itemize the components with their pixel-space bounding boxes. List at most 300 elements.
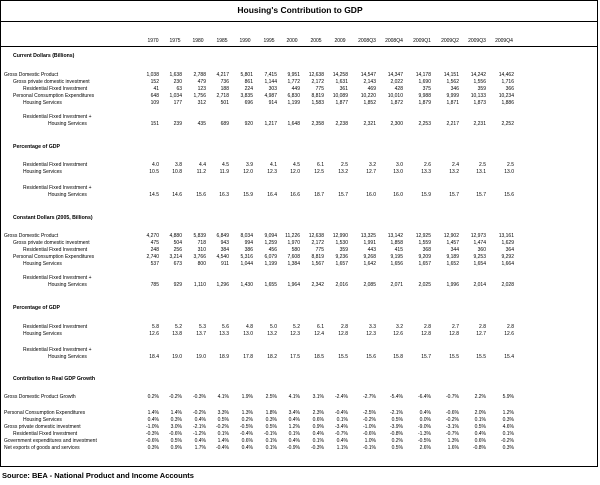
table-cell: 1,556 [473,79,486,85]
table-cell: 1,664 [501,261,514,267]
table-cell: 1,652 [446,261,459,267]
table-cell: 0.5% [265,424,277,430]
table-cell: -6.4% [417,394,431,400]
table-cell: 914 [268,100,277,106]
table-cell: 63 [176,86,182,92]
table-cell: 4,540 [216,254,229,260]
table-cell: 0.5% [217,417,229,423]
row-label-continued: Housing Services [48,354,87,360]
table-cell: 9,195 [390,254,403,260]
column-header-year: 1990 [239,38,251,44]
table-cell: 504 [173,240,182,246]
table-cell: 15.9 [243,192,253,198]
table-cell: 2.7 [452,324,459,330]
table-cell: 861 [244,79,253,85]
table-cell: 151 [150,121,159,127]
table-cell: -0.7% [445,431,459,437]
table-cell: 359 [477,86,486,92]
table-cell: 152 [150,79,159,85]
table-cell: 1,690 [418,79,431,85]
table-cell: 435 [197,121,206,127]
table-cell: 9,988 [418,93,431,99]
table-cell: 2,252 [501,121,514,127]
table-cell: 2,172 [311,79,324,85]
table-cell: 1,259 [264,240,277,246]
table-cell: -2.4% [334,394,348,400]
table-cell: 10,234 [498,93,514,99]
table-cell: 12,925 [415,233,431,239]
table-cell: 4.1 [270,162,277,168]
table-cell: 0.4% [194,417,206,423]
table-cell: 9,268 [363,254,376,260]
table-cell: 15.4 [504,354,514,360]
table-cell: 1,756 [193,93,206,99]
table-cell: -3.9% [389,424,403,430]
table-cell: 4.1% [288,394,300,400]
table-cell: 13.8 [172,331,182,337]
table-cell: 177 [173,100,182,106]
table-cell: 5.2 [293,324,300,330]
table-cell: 10.8 [172,169,182,175]
column-header-year: 2009Q1 [413,38,431,44]
column-header-year: 2008Q4 [385,38,403,44]
table-cell: 2.8 [341,324,348,330]
table-cell: 10,220 [360,93,376,99]
table-cell: 364 [505,247,514,253]
table-cell: 13.2 [449,169,459,175]
table-cell: 1,629 [501,240,514,246]
table-cell: 5,801 [240,72,253,78]
table-cell: 7,608 [287,254,300,260]
table-cell: 5,839 [193,233,206,239]
table-cell: 1,858 [390,240,403,246]
table-cell: 3.2 [369,162,376,168]
table-cell: 3.1% [312,394,324,400]
table-cell: 13.3 [421,169,431,175]
table-cell: 12.3 [290,331,300,337]
table-cell: 6,079 [264,254,277,260]
table-cell: 2,143 [363,79,376,85]
row-label: Residential Fixed Investment + [23,347,92,353]
table-cell: 109 [150,100,159,106]
table-cell: 13.1 [476,169,486,175]
column-header-year: 2009Q2 [441,38,459,44]
table-cell: 0.6% [312,417,324,423]
table-cell: 18.5 [314,354,324,360]
table-cell: 0.1% [502,431,514,437]
table-cell: 256 [173,247,182,253]
table-cell: 673 [173,261,182,267]
table-cell: 12,990 [332,233,348,239]
table-cell: -0.2% [215,424,229,430]
table-cell: 456 [268,247,277,253]
table-cell: 2,718 [216,93,229,99]
table-cell: 2.5% [265,394,277,400]
table-cell: 648 [150,93,159,99]
table-cell: 386 [244,247,253,253]
table-cell: 0.5% [474,424,486,430]
row-label-continued: Housing Services [48,282,87,288]
table-cell: 15.5 [476,354,486,360]
table-cell: 123 [197,86,206,92]
table-cell: 15.6 [504,192,514,198]
table-cell: 0.5% [391,445,403,451]
table-cell: 2,231 [473,121,486,127]
table-cell: 1,964 [287,282,300,288]
table-cell: 0.3% [502,445,514,451]
table-cell: -0.2% [192,410,206,416]
table-cell: 13.0 [243,331,253,337]
table-cell: 5.2 [175,324,182,330]
table-cell: 2.6% [419,445,431,451]
table-cell: 19.0 [196,354,206,360]
row-label: Gross Domestic Product [4,233,59,239]
row-label: Residential Fixed Investment + [23,114,92,120]
table-cell: -0.2% [362,417,376,423]
row-label: Gross private domestic investment [13,79,90,85]
table-cell: 224 [244,86,253,92]
table-cell: 0.6% [241,438,253,444]
table-cell: 2.6 [424,162,431,168]
table-cell: 2.3% [312,410,324,416]
table-cell: 3.0% [170,424,182,430]
table-cell: 12.8 [449,331,459,337]
table-cell: 0.3% [170,417,182,423]
table-cell: 18.9 [219,354,229,360]
table-cell: 8,819 [311,254,324,260]
table-cell: 16.0 [366,192,376,198]
table-cell: 1,296 [216,282,229,288]
table-cell: 1,655 [264,282,277,288]
table-cell: 13,161 [498,233,514,239]
table-cell: 2.2% [474,394,486,400]
table-cell: -0.3% [145,431,159,437]
table-cell: 4.4 [199,162,206,168]
table-cell: -9.0% [417,424,431,430]
table-cell: 1.2% [502,410,514,416]
table-cell: 0.4% [288,438,300,444]
table-cell: 3,835 [240,93,253,99]
table-cell: 1,144 [264,79,277,85]
column-header-year: 2009Q3 [468,38,486,44]
table-cell: 2.0% [474,410,486,416]
table-cell: 1,879 [418,100,431,106]
table-cell: 0.5% [170,438,182,444]
table-cell: 1,457 [446,240,459,246]
table-cell: 12.6 [504,331,514,337]
table-cell: 1,583 [311,100,324,106]
table-cell: -0.6% [362,431,376,437]
section-heading: Percentage of GDP [13,305,60,311]
table-cell: 17.5 [290,354,300,360]
table-cell: 1,110 [193,282,206,288]
table-cell: 15.9 [421,192,431,198]
table-cell: -0.2% [168,394,182,400]
table-cell: -3.4% [334,424,348,430]
table-cell: -0.4% [239,431,253,437]
column-header-year: 1980 [192,38,204,44]
source-note: Source: BEA - National Product and Income Accounts [2,471,194,480]
table-cell: 2,172 [311,240,324,246]
table-cell: 0.1% [217,431,229,437]
table-cell: 346 [450,86,459,92]
table-cell: 16.3 [219,192,229,198]
table-cell: 16.6 [290,192,300,198]
table-cell: 0.3% [265,417,277,423]
table-cell: 0.4% [288,417,300,423]
table-cell: 359 [339,247,348,253]
table-cell: 0.4% [241,445,253,451]
table-cell: 1,474 [473,240,486,246]
table-cell: 0.9% [170,445,182,451]
table-cell: 1,871 [446,100,459,106]
table-cell: 361 [339,86,348,92]
table-cell: 1,657 [418,261,431,267]
table-cell: 0.1% [265,445,277,451]
table-cell: -0.5% [417,438,431,444]
table-cell: 2.4 [452,162,459,168]
table-cell: 384 [220,247,229,253]
table-cell: -0.4% [215,445,229,451]
table-cell: 994 [244,240,253,246]
table-cell: 303 [268,86,277,92]
table-cell: 15.5 [338,354,348,360]
table-cell: 1,638 [169,72,182,78]
row-label: Housing Services [23,100,62,106]
table-cell: -0.6% [145,438,159,444]
table-cell: 2,071 [390,282,403,288]
table-cell: 12.3 [366,331,376,337]
table-cell: 6,830 [287,93,300,99]
table-cell: 1,631 [335,79,348,85]
table-cell: 0.1% [312,438,324,444]
table-cell: 1,872 [390,100,403,106]
row-label: Residential Fixed Investment [13,431,78,437]
table-cell: -1.2% [192,431,206,437]
table-cell: 19.0 [172,354,182,360]
table-cell: 17.8 [243,354,253,360]
table-cell: 11,226 [285,233,300,239]
table-cell: 13.0 [393,169,403,175]
table-cell: -1.0% [145,424,159,430]
table-cell: 1,038 [146,72,159,78]
table-cell: 775 [315,247,324,253]
table-cell: 2,014 [473,282,486,288]
table-cell: 230 [173,79,182,85]
table-cell: 239 [173,121,182,127]
table-cell: 479 [197,79,206,85]
row-label: Government expenditures and investment [4,438,97,444]
table-cell: 2.8 [424,324,431,330]
table-cell: 689 [220,121,229,127]
table-cell: 1,384 [287,261,300,267]
table-cell: 7,415 [264,72,277,78]
table-cell: 920 [244,121,253,127]
table-cell: 1.3% [447,438,459,444]
table-cell: 0.2% [391,438,403,444]
table-cell: -0.2% [500,438,514,444]
table-cell: 4.0 [152,162,159,168]
row-label-continued: Housing Services [48,192,87,198]
table-cell: 5.6 [222,324,229,330]
table-cell: 0.1% [336,417,348,423]
table-cell: 1.1% [336,445,348,451]
table-cell: 1.0% [364,438,376,444]
table-cell: 1.8% [265,410,277,416]
table-cell: 3.2 [396,324,403,330]
table-cell: 13.7 [196,331,206,337]
table-cell: 4,880 [169,233,182,239]
section-heading: Percentage of GDP [13,144,60,150]
table-cell: 10,010 [387,93,403,99]
table-cell: 2,022 [390,79,403,85]
table-cell: 6,849 [216,233,229,239]
table-cell: 1,873 [473,100,486,106]
table-cell: 1,970 [287,240,300,246]
table-cell: 1.3% [241,410,253,416]
table-cell: -1.0% [362,424,376,430]
table-cell: 1,716 [501,79,514,85]
table-cell: 1.4% [217,438,229,444]
section-heading: Constant Dollars (2005, Billions) [13,215,93,221]
table-cell: 2,016 [335,282,348,288]
table-cell: 428 [394,86,403,92]
table-cell: 310 [197,247,206,253]
table-cell: 1.4% [170,410,182,416]
table-cell: -2.7% [362,394,376,400]
table-cell: 13,142 [387,233,403,239]
table-cell: 13.2 [338,169,348,175]
row-label: Housing Services [23,417,62,423]
row-label: Personal Consumption Expenditures [4,410,86,416]
row-label: Net exports of goods and services [4,445,80,451]
column-header-year: 2009Q4 [495,38,513,44]
table-cell: -0.7% [334,431,348,437]
row-label: Residential Fixed Investment [23,247,88,253]
table-cell: 696 [244,100,253,106]
table-cell: 0.1% [474,417,486,423]
row-label: Residential Fixed Investment [23,324,88,330]
table-cell: 14,242 [470,72,486,78]
table-cell: 2,740 [146,254,159,260]
table-cell: 9,236 [335,254,348,260]
table-cell: 736 [220,79,229,85]
table-cell: 0.4% [312,431,324,437]
table-cell: 0.9% [312,424,324,430]
table-cell: 18.4 [149,354,159,360]
table-cell: 1,772 [287,79,300,85]
row-label: Residential Fixed Investment + [23,275,92,281]
table-cell: 0.5% [391,417,403,423]
table-cell: 18.7 [314,192,324,198]
table-cell: 2.5 [341,162,348,168]
table-cell: 1,648 [287,121,300,127]
table-cell: 911 [221,261,229,267]
table-cell: 11.9 [219,169,229,175]
table-cell: -0.8% [389,431,403,437]
table-cell: 475 [150,240,159,246]
table-cell: 14.6 [172,192,182,198]
table-cell: -2.1% [192,424,206,430]
table-cell: 5.9% [502,394,514,400]
section-heading: Current Dollars (Billions) [13,53,75,59]
row-label: Housing Services [23,331,62,337]
table-cell: 775 [315,86,324,92]
page-title: Housing's Contribution to GDP [237,5,363,15]
table-cell: 2,358 [311,121,324,127]
table-cell: 9,209 [418,254,431,260]
table-cell: 3.0 [396,162,403,168]
table-cell: 1.4% [147,410,159,416]
table-cell: 2.8 [479,324,486,330]
table-cell: 5.8 [152,324,159,330]
table-cell: 1.2% [288,424,300,430]
table-cell: 12,902 [443,233,459,239]
table-cell: 360 [477,247,486,253]
table-cell: 5.3 [199,324,206,330]
row-label: Gross Domestic Product Growth [4,394,76,400]
table-cell: 6.1 [317,324,324,330]
table-cell: 1,199 [287,100,300,106]
table-cell: 12.8 [421,331,431,337]
table-cell: 248 [150,247,159,253]
table-cell: 15.7 [476,192,486,198]
row-label: Housing Services [23,169,62,175]
table-cell: 14.5 [149,192,159,198]
table-cell: 1,654 [473,261,486,267]
table-cell: 14,151 [443,72,459,78]
table-cell: 2,253 [418,121,431,127]
row-label-continued: Housing Services [48,121,87,127]
table-cell: 0.0% [419,417,431,423]
column-header-year: 2000 [286,38,298,44]
table-cell: -5.4% [389,394,403,400]
table-cell: 12,973 [470,233,486,239]
table-cell: 12.4 [314,331,324,337]
table-cell: 1,996 [446,282,459,288]
table-cell: 15.7 [338,192,348,198]
table-cell: 3,214 [169,254,182,260]
table-cell: 1,559 [418,240,431,246]
table-cell: 16.4 [267,192,277,198]
table-cell: 18.2 [267,354,277,360]
row-label: Gross private domestic investment [4,424,81,430]
table-cell: 4.1% [217,394,229,400]
table-cell: 537 [150,261,159,267]
table-cell: -0.7% [445,394,459,400]
table-cell: 2,217 [446,121,459,127]
table-cell: 368 [422,247,431,253]
column-header-year: 2005 [310,38,322,44]
table-cell: 13.0 [504,169,514,175]
table-cell: 943 [220,240,229,246]
table-body [1,1,598,467]
table-cell: 1,656 [390,261,403,267]
table-cell: 9,253 [473,254,486,260]
table-cell: 13,325 [360,233,376,239]
table-cell: 1,430 [240,282,253,288]
table-cell: -0.8% [472,445,486,451]
table-cell: 15.7 [421,354,431,360]
table-cell: -0.4% [334,410,348,416]
table-cell: 3.4% [288,410,300,416]
table-cell: 0.2% [147,394,159,400]
table-cell: 14,462 [498,72,514,78]
table-cell: 366 [505,86,514,92]
table-cell: 1,034 [169,93,182,99]
table-cell: 469 [367,86,376,92]
table-cell: 3.8 [175,162,182,168]
